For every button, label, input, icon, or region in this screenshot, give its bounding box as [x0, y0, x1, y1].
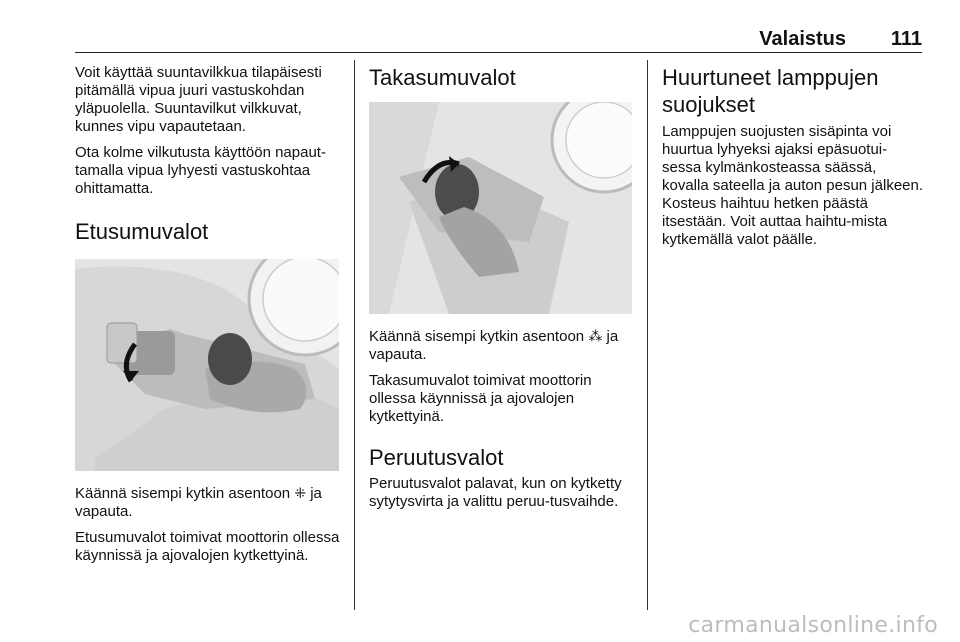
front-fog-instruction: Käännä sisempi kytkin asentoon ⁜ ja vapauta. — [75, 485, 322, 520]
front-fog-symbol-icon: ⁜ — [294, 486, 307, 502]
reversing-lights-heading: Peruutusvalot — [369, 445, 504, 470]
front-fog-heading: Etusumuvalot — [75, 219, 209, 244]
reversing-lights-paragraph: Peruutusvalot palavat, kun on kytketty sytytysvirta ja valittu peruu-tusvaihde. — [369, 475, 622, 510]
misted-covers-paragraph: Lamppujen suojusten sisäpinta voi huurtua lyhyeksi ajaksi epäsuotui-sessa kylmänkosteassa säässä, kovalla sateella ja auton pesun jälkeen. Kosteus haihtuu hetken päästä itsestään. Voit auttaa haihtu-mista kytkemällä valot päälle. — [662, 123, 924, 248]
rear-fog-instruction: Käännä sisempi kytkin asentoon ⁂ ja vapauta. — [369, 328, 619, 363]
rear-fog-paragraph: Takasumuvalot toimivat moottorin ollessa käynnissä ja ajovalojen kytkettyinä. — [369, 372, 592, 425]
rear-fog-symbol-icon: ⁂ — [588, 329, 603, 345]
column-2 — [369, 64, 635, 519]
section-title: Valaistus — [759, 28, 846, 50]
rear-fog-heading: Takasumuvalot — [369, 65, 516, 90]
three-flash-paragraph: Ota kolme vilkutusta käyttöön napaut-tamalla vipua lyhyesti vastuskohtaa ohittamatta. — [75, 144, 326, 197]
misted-covers-heading: Huurtuneet lamppujen suojukset — [662, 65, 879, 117]
front-fog-lever-illustration — [75, 259, 339, 471]
front-fog-paragraph: Etusumuvalot toimivat moottorin ollessa käynnissä ja ajovalojen kytkettyinä. — [75, 529, 340, 564]
turn-signal-paragraph: Voit käyttää suuntavilkkua tilapäisesti pitämällä vipua juuri vastuskohdan yläpuolella. Suuntavilkut vilkkuvat, kunnes vipu vapautetaan. — [75, 64, 322, 135]
column-1 — [75, 64, 343, 573]
page-number: 111 — [890, 28, 922, 50]
page-header — [75, 28, 922, 53]
column-divider-right — [647, 60, 648, 610]
watermark: carmanualsonline.info — [688, 613, 938, 638]
column-3 — [662, 64, 924, 257]
rear-fog-lever-illustration — [369, 102, 632, 314]
column-divider-left — [354, 60, 355, 610]
